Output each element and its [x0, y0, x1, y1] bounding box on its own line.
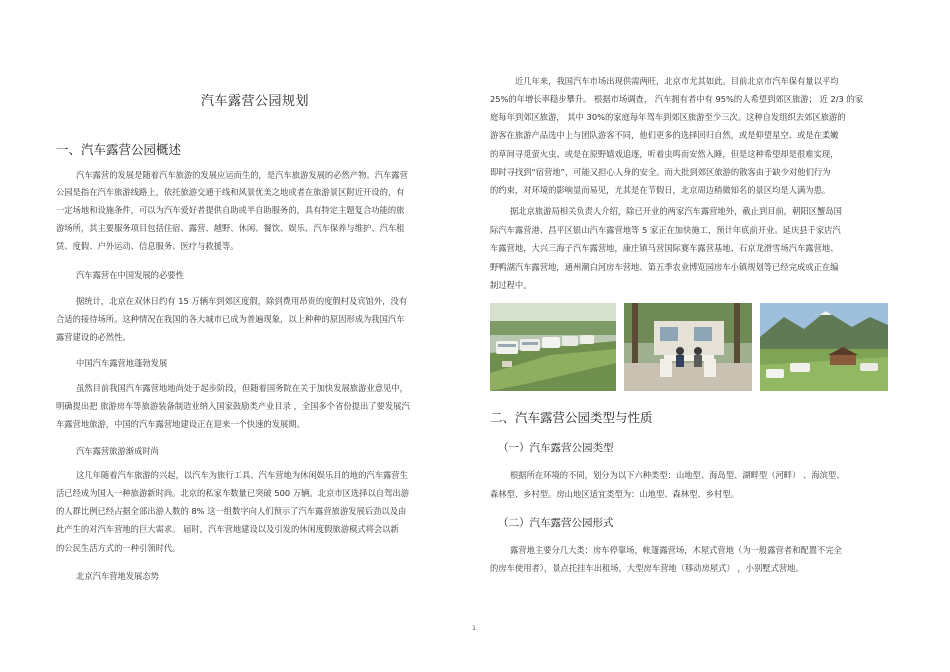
- campsite-photo-mountains: [760, 303, 888, 391]
- subheading-trend: 汽车露营旅游渐成时尚: [76, 446, 159, 456]
- subheading-beijing: 北京汽车营地发展态势: [76, 571, 159, 581]
- paragraph-line: 汽车露营的发展是随着汽车旅游的发展应运而生的，是汽车旅游发展的必然产物。汽车露营: [76, 170, 408, 180]
- paragraph-line: 的公民生活方式的一种引领时代。: [56, 543, 181, 553]
- paragraph-line: 赁、度假、户外运动、信息服务、医疗与救援等。: [56, 241, 239, 251]
- paragraph-line: 此产生的对汽车营地的巨大需求。 届时，汽车营地建设以及引发的休闲度假旅游模式将会以新: [56, 524, 399, 534]
- subheading-booming: 中国汽车露营地蓬勃发展: [76, 358, 168, 368]
- paragraph-line: 一定场地和设施条件，可以为汽车爱好者提供自助或半自助服务的，具有特定主题复合功能的旅: [56, 205, 405, 215]
- paragraph-line: 即时寻找到“宿营地”，可能又担心人身的安全。而大批到郊区旅游的散客由于缺少对他们行为: [490, 167, 831, 177]
- paragraph-line: 车露营地，大兴三海子汽车露营地，康庄镇马营国际赛车露营基地、石京龙滑雪场汽车露营地、: [490, 243, 839, 253]
- subheading-necessity: 汽车露营在中国发展的必要性: [76, 270, 184, 280]
- paragraph-line: 据北京旅游局相关负责人介绍，除已开业的两家汽车露营地外，截止到目前，朝阳区蟹岛国: [510, 206, 842, 216]
- paragraph-line: 虽然目前我国汽车露营地地尚处于起步阶段，但随着国务院在关于加快发展旅游业意见中，: [76, 383, 408, 393]
- paragraph-line: 这几年随着汽车旅游的兴起，以汽车为旅行工具、汽车营地为休闲娱乐目的地的汽车露营生: [76, 470, 408, 480]
- paragraph-line: 近几年来，我国汽车市场出现供需两旺，北京市尤其如此。目前北京市汽车保有量以平均: [515, 76, 839, 86]
- document-title: 汽车露营公园规划: [201, 94, 310, 109]
- paragraph-line: 游场所，其主要服务项目包括住宿、露营、越野、休闲、餐饮、娱乐、汽车保养与维护、汽车租: [56, 223, 405, 233]
- paragraph-line: 庭每年到郊区旅游， 其中 30%的家庭每年驾车到郊区旅游至少三次。这种自发组织去郊区旅游的: [490, 112, 846, 122]
- paragraph-line: 际汽车露营港、昌平区银山汽车露营地等 5 家正在加快施工，预计年底前开业。延庆县千家店汽: [490, 225, 841, 235]
- paragraph-line: 的人群比例已经占据全部出游人数的 8% 这一组数字向人们预示了汽车露营旅游发展后劲以及由: [56, 506, 407, 516]
- paragraph-line: 森林型、乡村型。房山地区适宜类型为：山地型、森林型、乡村型。: [490, 489, 739, 499]
- paragraph-line: 合适的接待场所。这种情况在我国的各大城市已成为普遍现象，以上种种的原因形成为我国汽车: [56, 314, 405, 324]
- subheading-park-types: （一）汽车露营公园类型: [498, 442, 614, 454]
- paragraph-line: 明确提出把 旅游房车等旅游装备制造业纳入国家鼓励类产业目录 ，全国多个省份提出了要发展汽: [56, 401, 410, 411]
- page-number: 1: [472, 624, 477, 632]
- paragraph-line: 的草间寻觅萤火虫、或是在原野嬉戏追逐，听着虫鸣而安然入睡，但是这种希望却是很难实现，: [490, 149, 839, 159]
- paragraph-line: 野鸭湖汽车露营地，通州潮白河房车营地、第五季农业博览园房车小镇规划等已经完成或正在编: [490, 262, 839, 272]
- paragraph-line: 据统计，北京在双休日约有 15 万辆车到郊区度假，除到费用昂贵的度假村及宾馆外，没有: [76, 296, 408, 306]
- section-heading-types: 二、汽车露营公园类型与性质: [490, 410, 653, 425]
- paragraph-line: 的约束，对环境的影响显而易见，尤其是在节假日，北京周边稍微知名的景区均是人满为患。: [490, 185, 831, 195]
- campsite-photo-rvs: [490, 303, 616, 391]
- paragraph-line: 露营地主要分几大类：房车停靠场，帐篷露营场，木屋式营地（为一般露营者和配置不完全: [510, 545, 842, 555]
- paragraph-line: 车露营地旅游，中国的汽车露营地建设正在迎来一个快速的发展期。: [56, 419, 305, 429]
- campsite-photo-terrace: [624, 303, 752, 391]
- subheading-park-forms: （二）汽车露营公园形式: [498, 517, 614, 529]
- paragraph-line: 根据所在环境的不同，划分为以下六种类型：山地型、海岛型、湖畔型（河畔） 、海滨型、: [510, 470, 845, 480]
- paragraph-line: 活已经成为国人一种旅游新时尚。北京的私家车数量已突破 500 万辆。北京市区选择以自驾出游: [56, 488, 409, 498]
- paragraph-line: 公园是指在汽车旅游线路上，依托旅游交通干线和风景优美之地或者在旅游景区附近开设的，有: [56, 187, 405, 197]
- paragraph-line: 露营建设的必然性。: [56, 332, 131, 342]
- section-heading-overview: 一、汽车露营公园概述: [56, 142, 182, 157]
- paragraph-line: 游客在旅游产品选中上与团队游客不同，他们更多的选择回归自然，或是仰望星空、或是在柔嫩: [490, 130, 839, 140]
- paragraph-line: 25%的年增长率稳步攀升。 根据市场调查， 汽车拥有者中有 95%的人希望到郊区旅游； 近 2/3 的家: [490, 94, 864, 104]
- paragraph-line: 制过程中。: [490, 280, 532, 290]
- paragraph-line: 的房车使用者），景点托挂车出租场，大型房车营地（移动房屋式） ，小别墅式营地。: [490, 563, 804, 573]
